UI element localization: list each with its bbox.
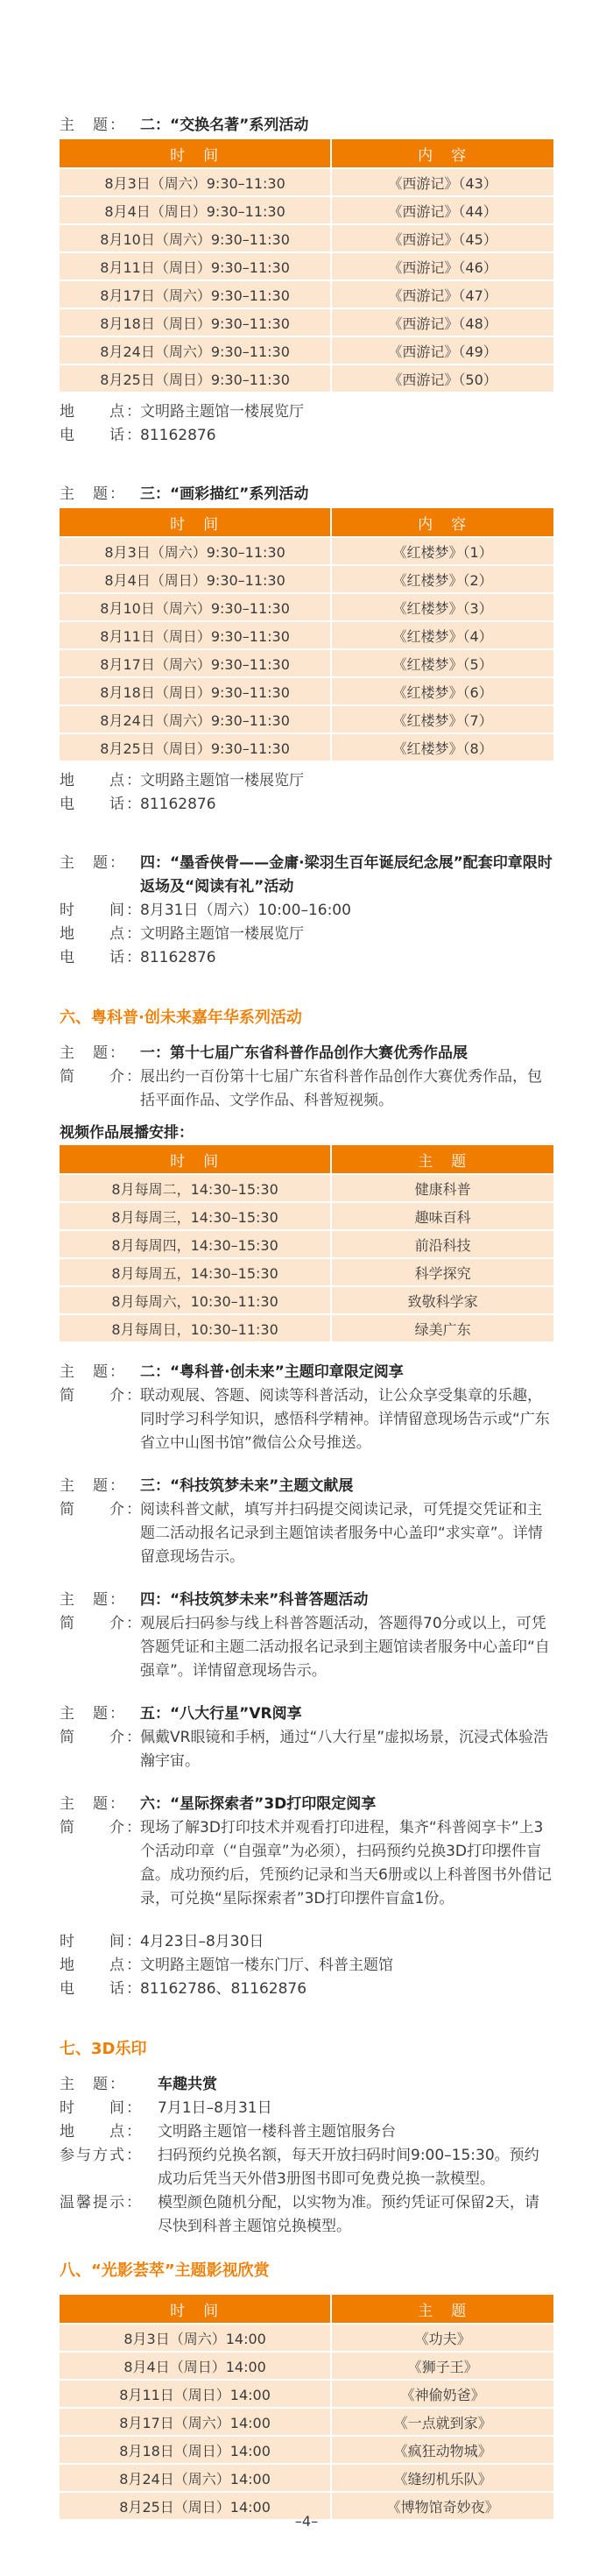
time-label: 时 间： [60, 2099, 143, 2117]
s6-theme-5-title: 五：“八大行星”VR阅享 [140, 1705, 302, 1723]
time-cell: 8月25日（周日）9:30–11:30 [60, 733, 331, 761]
section-6-title: 六、粤科普·创未来嘉年华系列活动 [60, 1008, 302, 1027]
theme-3-title: 三：“画彩描红”系列活动 [140, 485, 309, 503]
s6-theme-3-intro-row [60, 1498, 553, 1569]
s7-info [60, 2073, 553, 2239]
s6-theme-1-intro: 展出约一百份第十七届广东省科普作品创作大赛优秀作品，包括平面作品、文学作品、科普短视频。 [140, 1068, 542, 1109]
col-time-header: 时 间 [60, 139, 331, 168]
content-cell: 《西游记》（46） [331, 252, 553, 280]
time-cell: 8月3日（周六）9:30–11:30 [60, 537, 331, 565]
content-cell: 《红楼梦》（5） [331, 649, 553, 677]
s6-theme-5 [60, 1702, 553, 1773]
table-row [60, 1258, 553, 1286]
s7-address: 文明路主题馆一楼科普主题馆服务台 [158, 2123, 396, 2141]
theme-label: 主 题： [60, 1795, 126, 1813]
theme-4-address-row [60, 923, 553, 946]
time-cell: 8月3日（周六）9:30–11:30 [60, 168, 331, 196]
table-row [60, 1314, 553, 1341]
theme-label: 主 题： [60, 1591, 126, 1609]
col-time-header: 时 间 [60, 1145, 331, 1174]
time-cell: 8月10日（周六）9:30–11:30 [60, 224, 331, 252]
table-row [60, 593, 553, 621]
content-cell: 《红楼梦》（7） [331, 705, 553, 733]
theme-2-phone: 81162876 [140, 427, 216, 444]
time-cell: 8月10日（周六）9:30–11:30 [60, 593, 331, 621]
s6-address-row [60, 1954, 553, 1978]
content-cell: 致敬科学家 [331, 1286, 553, 1314]
time-cell: 8月11日（周日）14:00 [60, 2380, 331, 2408]
s6-theme-5-heading [60, 1702, 553, 1726]
s7-method-row [60, 2144, 553, 2191]
address-label: 地 点： [60, 1957, 143, 1974]
content-cell: 《神偷奶爸》 [331, 2380, 553, 2408]
theme-2-address: 文明路主题馆一楼展览厅 [140, 403, 304, 421]
table-row [60, 2380, 553, 2408]
time-cell: 8月每周二，14:30–15:30 [60, 1174, 331, 1202]
theme-3-address: 文明路主题馆一楼展览厅 [140, 772, 304, 789]
s6-theme-2-intro: 联动观展、答题、阅读等科普活动，让公众享受集章的乐趣，同时学习科学知识，感悟科学精神。详情留意现场告示或“广东省立中山图书馆”微信公众号推送。 [140, 1387, 550, 1452]
table-row [60, 336, 553, 364]
address-label: 地 点： [60, 772, 143, 789]
theme-label: 主 题： [60, 1477, 126, 1495]
table-row [60, 565, 553, 593]
s6-theme-4-intro-row [60, 1612, 553, 1683]
theme-3-phone-row [60, 793, 553, 817]
content-cell: 《缝纫机乐队》 [331, 2464, 553, 2492]
time-cell: 8月4日（周日）14:00 [60, 2352, 331, 2380]
content-cell: 科学探究 [331, 1258, 553, 1286]
table-row [60, 733, 553, 761]
s7-time: 7月1日–8月31日 [158, 2099, 272, 2117]
theme-3-section [60, 483, 553, 817]
time-cell: 8月25日（周日）14:00 [60, 2492, 331, 2519]
col-topic-header: 主 题 [331, 2295, 553, 2324]
time-cell: 8月3日（周六）14:00 [60, 2324, 331, 2352]
content-cell: 绿美广东 [331, 1314, 553, 1341]
theme-4-heading [60, 852, 553, 899]
s6-theme-2-intro-row [60, 1384, 553, 1455]
content-cell: 《红楼梦》（8） [331, 733, 553, 761]
time-cell: 8月17日（周六）9:30–11:30 [60, 649, 331, 677]
video-schedule-table [60, 1145, 553, 1341]
table-row [60, 2464, 553, 2492]
time-cell: 8月18日（周日）9:30–11:30 [60, 308, 331, 336]
page-number: –4– [294, 2513, 319, 2530]
content-cell: 《西游记》（44） [331, 196, 553, 224]
col-topic-header: 主 题 [331, 1145, 553, 1174]
s6-theme-2-title: 二：“粤科普·创未来”主题印章限定阅享 [140, 1363, 404, 1381]
s6-theme-3 [60, 1475, 553, 1569]
s7-tips: 模型颜色随机分配，以实物为准。预约凭证可保留2天，请尽快到科普主题馆兑换模型。 [158, 2194, 539, 2235]
intro-label: 简 介： [60, 1501, 143, 1518]
table-row [60, 1286, 553, 1314]
table-row [60, 280, 553, 308]
theme-4-section [60, 852, 553, 970]
content-cell: 《西游记》（47） [331, 280, 553, 308]
theme-label: 主 题： [60, 485, 126, 503]
theme-2-table [60, 139, 553, 392]
film-schedule-table [60, 2295, 553, 2519]
col-time-header: 时 间 [60, 2295, 331, 2324]
s6-theme-6-intro-row [60, 1816, 553, 1911]
method-label: 参与方式： [60, 2147, 143, 2164]
content-cell: 《博物馆奇妙夜》 [331, 2492, 553, 2519]
s7-time-row [60, 2097, 553, 2120]
col-content-header: 内 容 [331, 139, 553, 168]
theme-label: 主 题： [60, 1705, 126, 1723]
content-cell: 《红楼梦》（2） [331, 565, 553, 593]
s6-theme-6 [60, 1793, 553, 1911]
time-cell: 8月17日（周六）9:30–11:30 [60, 280, 331, 308]
content-cell: 《红楼梦》（4） [331, 621, 553, 649]
s6-phone: 81162786、81162876 [140, 1980, 307, 1998]
s6-theme-4-heading [60, 1589, 553, 1612]
s6-theme-1-intro-row [60, 1065, 553, 1113]
section-8-title: 八、“光影荟萃”主题影视欣赏 [60, 2261, 270, 2280]
table-row [60, 196, 553, 224]
theme-4-phone-row [60, 946, 553, 970]
intro-label: 简 介： [60, 1068, 143, 1086]
time-cell: 8月18日（周日）9:30–11:30 [60, 677, 331, 705]
s6-theme-5-intro-row [60, 1726, 553, 1773]
phone-label: 电 话： [60, 949, 143, 966]
s6-address: 文明路主题馆一楼东门厅、科普主题馆 [140, 1957, 393, 1974]
theme-2-title: 二：“交换名著”系列活动 [140, 117, 309, 134]
intro-label: 简 介： [60, 1387, 143, 1405]
time-label: 时 间： [60, 902, 143, 919]
table-row [60, 1230, 553, 1258]
content-cell: 《狮子王》 [331, 2352, 553, 2380]
table-row [60, 621, 553, 649]
s6-theme-3-title: 三：“科技筑梦未来”主题文献展 [140, 1477, 354, 1495]
table-row [60, 252, 553, 280]
theme-2-heading [60, 114, 553, 138]
theme-2-phone-row [60, 424, 553, 448]
content-cell: 《西游记》（49） [331, 336, 553, 364]
theme-3-table [60, 508, 553, 761]
s7-method: 扫码预约兑换名额，每天开放扫码时间9:00–15:30。预约成功后凭当天外借3册图书即可免费兑换一款模型。 [158, 2147, 539, 2188]
s6-theme-1-title: 一：第十七届广东省科普作品创作大赛优秀作品展 [140, 1044, 468, 1062]
time-cell: 8月11日（周日）9:30–11:30 [60, 252, 331, 280]
theme-3-address-row [60, 769, 553, 793]
s6-theme-6-heading [60, 1793, 553, 1816]
content-cell: 《西游记》（45） [331, 224, 553, 252]
theme-4-time-row [60, 899, 553, 923]
s6-theme-2-heading [60, 1361, 553, 1384]
theme-label: 主 题： [60, 1044, 126, 1062]
s6-theme-4 [60, 1589, 553, 1683]
s6-theme-6-intro: 现场了解3D打印技术并观看打印进程，集齐“科普阅享卡”上3个活动印章（“自强章”为必须），扫码预约兑换3D打印摆件盲盒。成功预约后，凭预约记录和当天6册或以上科普图书外借记录，可兑换“星际探索者”3D打印摆件盲盒1份。 [140, 1819, 552, 1907]
theme-4-phone: 81162876 [140, 949, 216, 966]
time-cell: 8月每周六，10:30–11:30 [60, 1286, 331, 1314]
s6-phone-row [60, 1978, 553, 2001]
content-cell: 健康科普 [331, 1174, 553, 1202]
table-row [60, 224, 553, 252]
address-label: 地 点： [60, 403, 143, 421]
tips-label: 温馨提示： [60, 2194, 143, 2212]
table-row [60, 677, 553, 705]
time-cell: 8月24日（周六）9:30–11:30 [60, 336, 331, 364]
table-row [60, 1202, 553, 1230]
phone-label: 电 话： [60, 1980, 143, 1998]
theme-2-section [60, 114, 553, 448]
content-cell: 《西游记》（50） [331, 364, 553, 392]
time-cell: 8月24日（周六）9:30–11:30 [60, 705, 331, 733]
content-cell: 《疯狂动物城》 [331, 2436, 553, 2464]
theme-label: 主 题： [60, 2076, 126, 2093]
time-cell: 8月4日（周日）9:30–11:30 [60, 565, 331, 593]
theme-label: 主 题： [60, 1363, 126, 1381]
s6-theme-4-intro: 观展后扫码参与线上科普答题活动，答题得70分或以上，可凭答题凭证和主题二活动报名记录到主题馆读者服务中心盖印“自强章”。详情留意现场告示。 [140, 1615, 550, 1680]
s6-time: 4月23日–8月30日 [140, 1933, 264, 1950]
intro-label: 简 介： [60, 1729, 143, 1746]
time-label: 时 间： [60, 1933, 143, 1950]
theme-3-phone: 81162876 [140, 796, 216, 813]
content-cell: 《一点就到家》 [331, 2408, 553, 2436]
time-cell: 8月4日（周日）9:30–11:30 [60, 196, 331, 224]
s6-time-row [60, 1930, 553, 1954]
time-cell: 8月每周日，10:30–11:30 [60, 1314, 331, 1341]
table-row [60, 2352, 553, 2380]
theme-4-title: 四：“墨香侠骨——金庸·梁羽生百年诞辰纪念展”配套印章限时返场及“阅读有礼”活动 [140, 854, 553, 895]
table-row [60, 2324, 553, 2352]
content-cell: 趣味百科 [331, 1202, 553, 1230]
col-content-header: 内 容 [331, 508, 553, 537]
table-row [60, 308, 553, 336]
intro-label: 简 介： [60, 1615, 143, 1632]
s7-tips-row [60, 2191, 553, 2239]
content-cell: 《红楼梦》（6） [331, 677, 553, 705]
theme-3-heading [60, 483, 553, 506]
address-label: 地 点： [60, 925, 143, 943]
table-row [60, 168, 553, 196]
s6-theme-5-intro: 佩戴VR眼镜和手柄，通过“八大行星”虚拟场景，沉浸式体验浩瀚宇宙。 [140, 1729, 549, 1770]
phone-label: 电 话： [60, 427, 143, 444]
s7-theme: 车趣共赏 [158, 2076, 217, 2093]
time-cell: 8月25日（周日）9:30–11:30 [60, 364, 331, 392]
theme-4-address: 文明路主题馆一楼展览厅 [140, 925, 304, 943]
table-row [60, 649, 553, 677]
theme-label: 主 题： [60, 854, 126, 872]
content-cell: 《西游记》（43） [331, 168, 553, 196]
s6-theme-4-title: 四：“科技筑梦未来”科普答题活动 [140, 1591, 369, 1609]
time-cell: 8月每周五，14:30–15:30 [60, 1258, 331, 1286]
s6-theme-2 [60, 1361, 553, 1455]
content-cell: 《红楼梦》（3） [331, 593, 553, 621]
content-cell: 《功夫》 [331, 2324, 553, 2352]
table-row [60, 537, 553, 565]
section-7-title: 七、3D乐印 [60, 2040, 147, 2058]
time-cell: 8月11日（周日）9:30–11:30 [60, 621, 331, 649]
col-time-header: 时 间 [60, 508, 331, 537]
table-row [60, 364, 553, 392]
s6-theme-6-title: 六：“星际探索者”3D打印限定阅享 [140, 1795, 377, 1813]
s7-address-row [60, 2120, 553, 2144]
s6-theme-1-heading [60, 1042, 553, 1065]
s6-theme-3-heading [60, 1475, 553, 1498]
content-cell: 《西游记》（48） [331, 308, 553, 336]
page-content [60, 114, 553, 2528]
time-cell: 8月每周四，14:30–15:30 [60, 1230, 331, 1258]
video-schedule-heading: 视频作品展播安排： [60, 1124, 194, 1142]
table-row [60, 1174, 553, 1202]
time-cell: 8月17日（周六）14:00 [60, 2408, 331, 2436]
theme-2-address-row [60, 400, 553, 424]
phone-label: 电 话： [60, 796, 143, 813]
time-cell: 8月18日（周日）14:00 [60, 2436, 331, 2464]
intro-label: 简 介： [60, 1819, 143, 1836]
s6-info [60, 1930, 553, 2001]
s7-theme-row [60, 2073, 553, 2097]
content-cell: 《红楼梦》（1） [331, 537, 553, 565]
content-cell: 前沿科技 [331, 1230, 553, 1258]
table-row [60, 705, 553, 733]
s6-theme-3-intro: 阅读科普文献，填写并扫码提交阅读记录，可凭提交凭证和主题二活动报名记录到主题馆读者服务中心盖印“求实章”。详情留意现场告示。 [140, 1501, 543, 1566]
theme-label: 主 题： [60, 117, 126, 134]
s6-theme-1 [60, 1042, 553, 1341]
time-cell: 8月每周三，14:30–15:30 [60, 1202, 331, 1230]
address-label: 地 点： [60, 2123, 143, 2141]
time-cell: 8月24日（周六）14:00 [60, 2464, 331, 2492]
theme-4-time: 8月31日（周六）10:00–16:00 [140, 902, 351, 919]
table-row [60, 2408, 553, 2436]
table-row [60, 2436, 553, 2464]
